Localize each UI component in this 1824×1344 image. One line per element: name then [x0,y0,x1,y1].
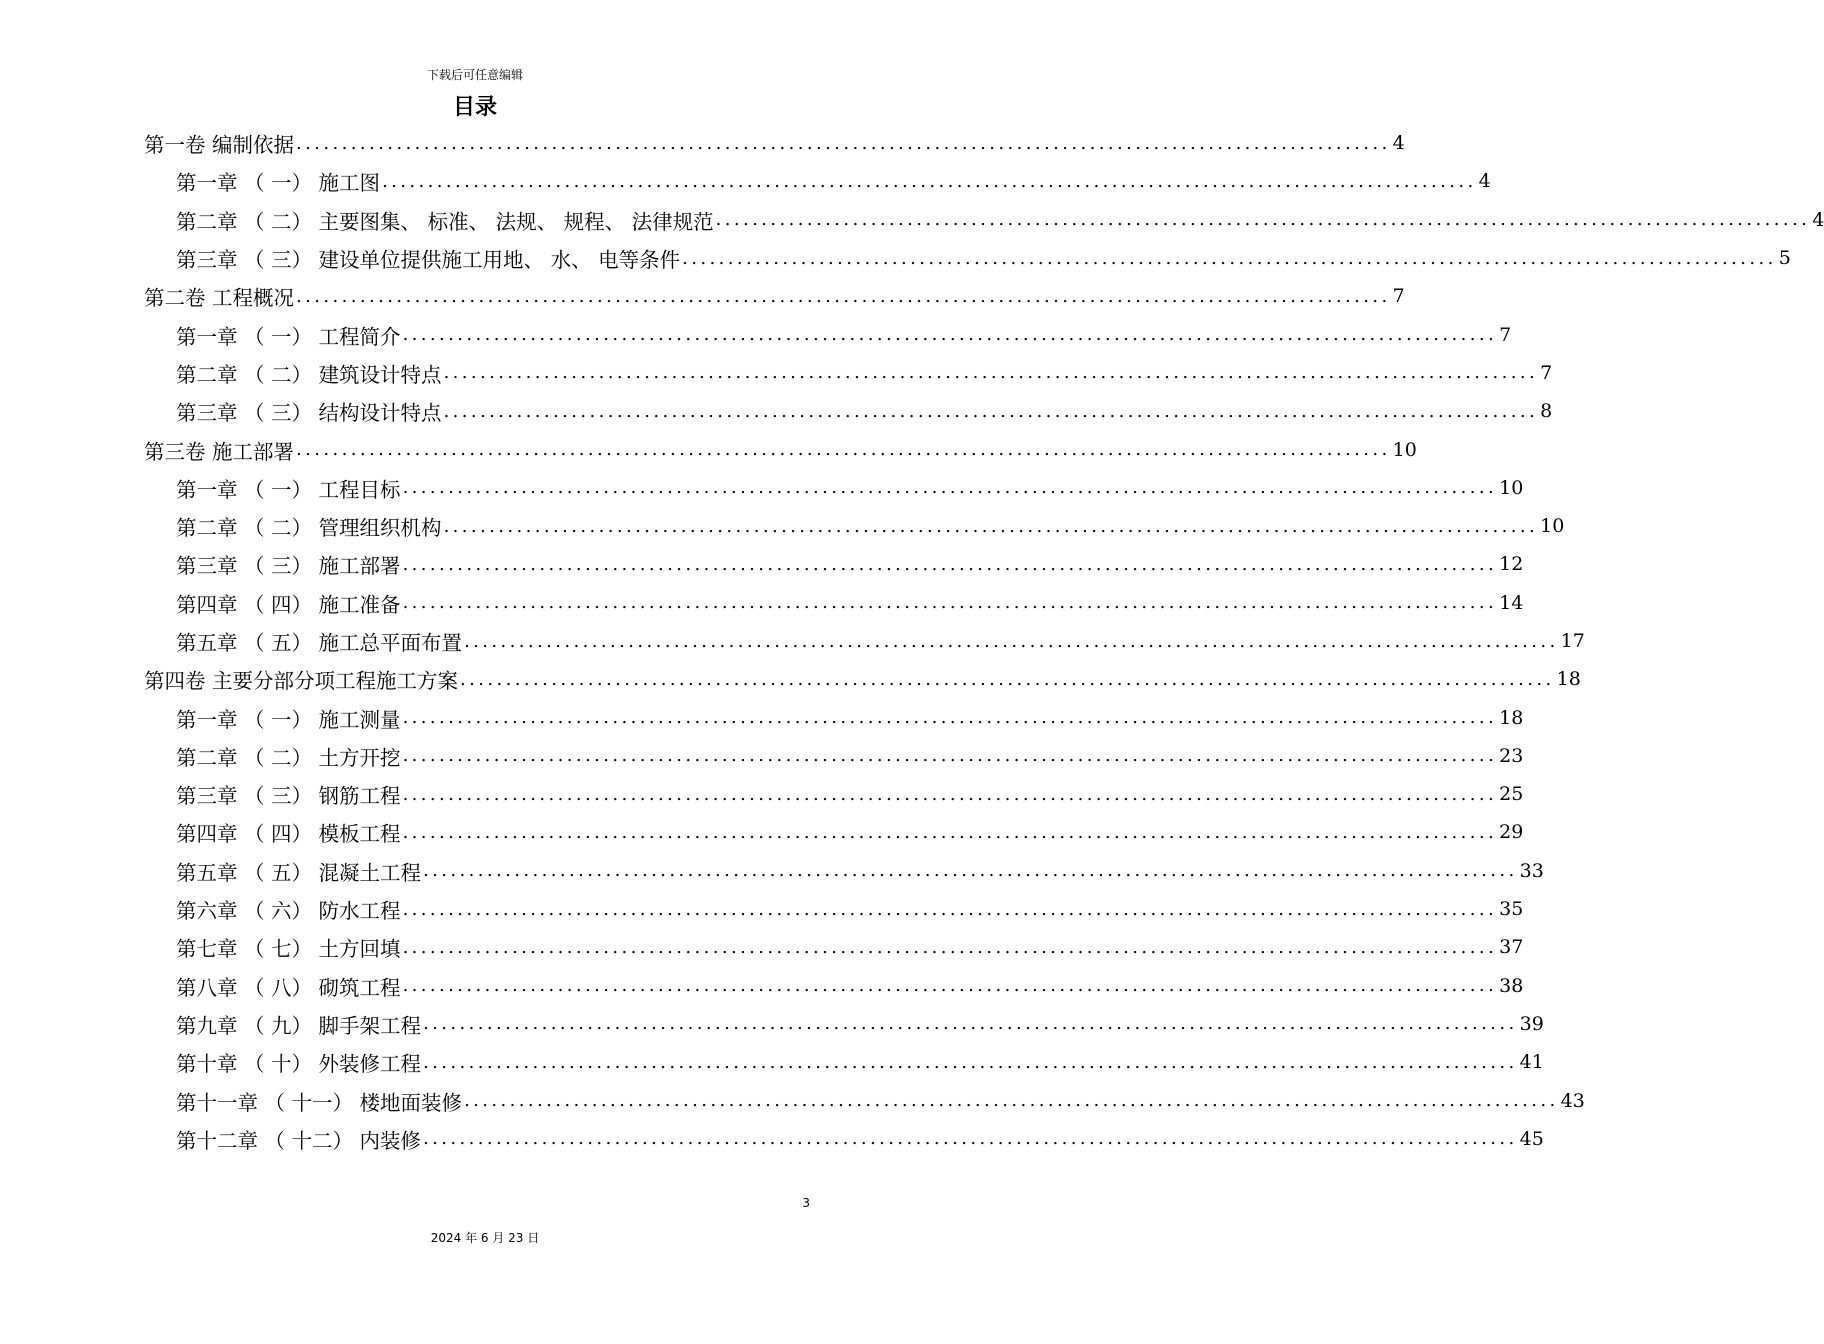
toc-entry-label: 第三章 （ 三） 结构设计特点 [176,401,442,426]
dot-leader: ........................................................................................................................ [402,477,1498,499]
toc-entry-page: 14 [1499,591,1524,614]
dot-leader: ........................................................................................................................ [402,592,1498,614]
toc-entry-label: 第五章 （ 五） 施工总平面布置 [176,631,463,655]
dot-leader: ........................................................................................................................ [423,1051,1518,1073]
dot-leader: ........................................................................................................................ [402,553,1498,575]
toc-entry-label: 第九章 （ 九） 脚手架工程 [176,1013,422,1038]
toc-entry-page: 10 [1540,515,1565,538]
toc-chapter-entry[interactable] [144,967,1524,1005]
toc-entry-page: 43 [1560,1089,1585,1112]
toc-chapter-entry[interactable] [144,201,1824,239]
toc-entry-page: 4 [1392,132,1405,155]
toc-entry-page: 23 [1499,744,1524,767]
dot-leader: ........................................................................................................................ [443,400,1539,422]
toc-entry-label: 第二章 （ 二） 土方开挖 [176,745,401,770]
toc-entry-page: 12 [1499,553,1524,576]
toc-entry-label: 第十二章 （ 十二） 内装修 [176,1128,422,1153]
toc-chapter-entry[interactable] [144,928,1524,966]
dot-leader: ........................................................................................................................ [402,898,1498,920]
dot-leader: ........................................................................................................................ [402,745,1498,767]
dot-leader: ........................................................................................................................ [443,362,1539,384]
toc-chapter-entry[interactable] [144,852,1544,890]
toc-entry-page: 45 [1519,1127,1544,1150]
dot-leader: ........................................................................................................................ [382,170,1477,192]
toc-entry-label: 第十章 （ 十） 外装修工程 [176,1052,422,1077]
toc-chapter-entry[interactable] [144,507,1565,545]
toc-entry-label: 第四章 （ 四） 施工准备 [176,592,401,617]
page-title: 目录 [452,95,497,120]
dot-leader: ........................................................................................................................ [402,707,1498,729]
dot-leader: ........................................................................................................................ [423,1013,1518,1035]
toc-volume-entry[interactable] [144,430,1417,468]
toc-entry-page: 17 [1560,630,1585,652]
page-number: 3 [802,1196,810,1210]
toc-entry-label: 第一章 （ 一） 工程简介 [176,324,401,349]
toc-chapter-entry[interactable] [144,1120,1544,1158]
dot-leader: ........................................................................................................................ [464,1090,1559,1112]
table-of-contents [144,124,1824,1158]
dot-leader: ........................................................................................................................ [682,247,1777,269]
toc-entry-label: 第一章 （ 一） 施工测量 [176,707,401,732]
toc-chapter-entry[interactable] [144,315,1512,353]
dot-leader: ........................................................................................................................ [296,285,1391,307]
toc-chapter-entry[interactable] [144,354,1553,392]
dot-leader: ........................................................................................................................ [402,975,1498,997]
toc-entry-label: 第三章 （ 三） 施工部署 [176,554,401,579]
toc-chapter-entry[interactable] [144,1043,1544,1081]
toc-entry-page: 7 [1540,361,1553,384]
toc-entry-label: 第三章 （ 三） 钢筋工程 [176,784,401,809]
toc-chapter-entry[interactable] [144,737,1524,775]
toc-entry-label: 第一章 （ 一） 工程目标 [176,477,401,502]
toc-chapter-entry[interactable] [144,775,1524,813]
toc-chapter-entry[interactable] [144,698,1524,736]
toc-entry-label: 第五章 （ 五） 混凝土工程 [176,860,422,885]
toc-entry-page: 38 [1499,974,1524,997]
dot-leader: ........................................................................................................................ [402,936,1498,958]
toc-entry-label: 第二卷 工程概况 [144,286,295,311]
toc-entry-label: 第八章 （ 八） 砌筑工程 [176,975,401,1000]
dot-leader: ........................................................................................................................ [402,324,1498,346]
dot-leader: ........................................................................................................................ [296,439,1391,461]
toc-chapter-entry[interactable] [144,890,1524,928]
dot-leader: ........................................................................................................................ [296,132,1391,154]
footer-date: 2024 年 6 月 23 日 [430,1231,540,1245]
toc-entry-label: 第二章 （ 二） 建筑设计特点 [176,362,442,387]
toc-entry-label: 第六章 （ 六） 防水工程 [176,899,401,924]
toc-entry-label: 第一卷 编制依据 [144,133,295,158]
toc-entry-page: 7 [1392,285,1405,308]
header-note: 下载后可任意编辑 [426,68,523,82]
dot-leader: ........................................................................................................................ [423,1128,1518,1150]
toc-chapter-entry[interactable] [144,1005,1544,1043]
dot-leader: ........................................................................................................................ [443,515,1539,537]
toc-entry-label: 第二章 （ 二） 管理组织机构 [176,516,442,541]
toc-entry-page: 18 [1499,706,1524,729]
toc-entry-label: 第二章 （ 二） 主要图集、 标准、 法规、 规程、 法律规范 [176,209,714,234]
toc-chapter-entry[interactable] [144,813,1524,851]
toc-entry-page: 10 [1499,476,1524,499]
toc-chapter-entry[interactable] [144,239,1791,277]
toc-entry-page: 25 [1499,783,1524,806]
toc-chapter-entry[interactable] [144,1081,1585,1119]
toc-entry-label: 第四章 （ 四） 模板工程 [176,822,401,847]
toc-entry-page: 37 [1499,936,1524,959]
dot-leader: ........................................................................................................................ [402,783,1498,805]
toc-entry-label: 第三卷 施工部署 [144,439,295,464]
dot-leader: ........................................................................................................................ [402,821,1498,843]
toc-chapter-entry[interactable] [144,545,1524,583]
toc-entry-page: 8 [1540,400,1553,423]
dot-leader: ........................................................................................................................ [460,668,1555,690]
toc-entry-page: 33 [1519,859,1544,882]
toc-entry-label: 第四卷 主要分部分项工程施工方案 [144,669,459,694]
toc-entry-label: 第七章 （ 七） 土方回填 [176,937,401,962]
toc-chapter-entry[interactable] [144,469,1524,507]
dot-leader: ........................................................................................................................ [464,630,1559,652]
toc-entry-page: 10 [1392,438,1417,461]
toc-chapter-entry[interactable] [144,162,1491,200]
toc-chapter-entry[interactable] [144,584,1524,622]
toc-entry-label: 第三章 （ 三） 建设单位提供施工用地、 水、 电等条件 [176,248,681,273]
toc-entry-page: 7 [1499,323,1512,346]
toc-volume-entry[interactable] [144,124,1405,162]
toc-chapter-entry[interactable] [144,392,1553,430]
toc-entry-page: 18 [1556,668,1581,691]
toc-entry-page: 39 [1519,1012,1544,1035]
toc-volume-entry[interactable] [144,660,1581,698]
toc-entry-page: 5 [1778,247,1791,270]
toc-entry-page: 35 [1499,898,1524,921]
toc-entry-label: 第一章 （ 一） 施工图 [176,171,381,196]
toc-entry-label: 第十一章 （ 十一） 楼地面装修 [176,1090,463,1115]
toc-entry-page: 41 [1519,1051,1544,1074]
dot-leader: ........................................................................................................................ [715,209,1811,231]
toc-volume-entry[interactable] [144,277,1405,315]
toc-entry-page: 4 [1812,208,1824,231]
toc-entry-page: 29 [1499,821,1524,844]
toc-chapter-entry[interactable] [144,622,1585,660]
dot-leader: ........................................................................................................................ [423,860,1518,882]
toc-entry-page: 4 [1478,170,1491,193]
